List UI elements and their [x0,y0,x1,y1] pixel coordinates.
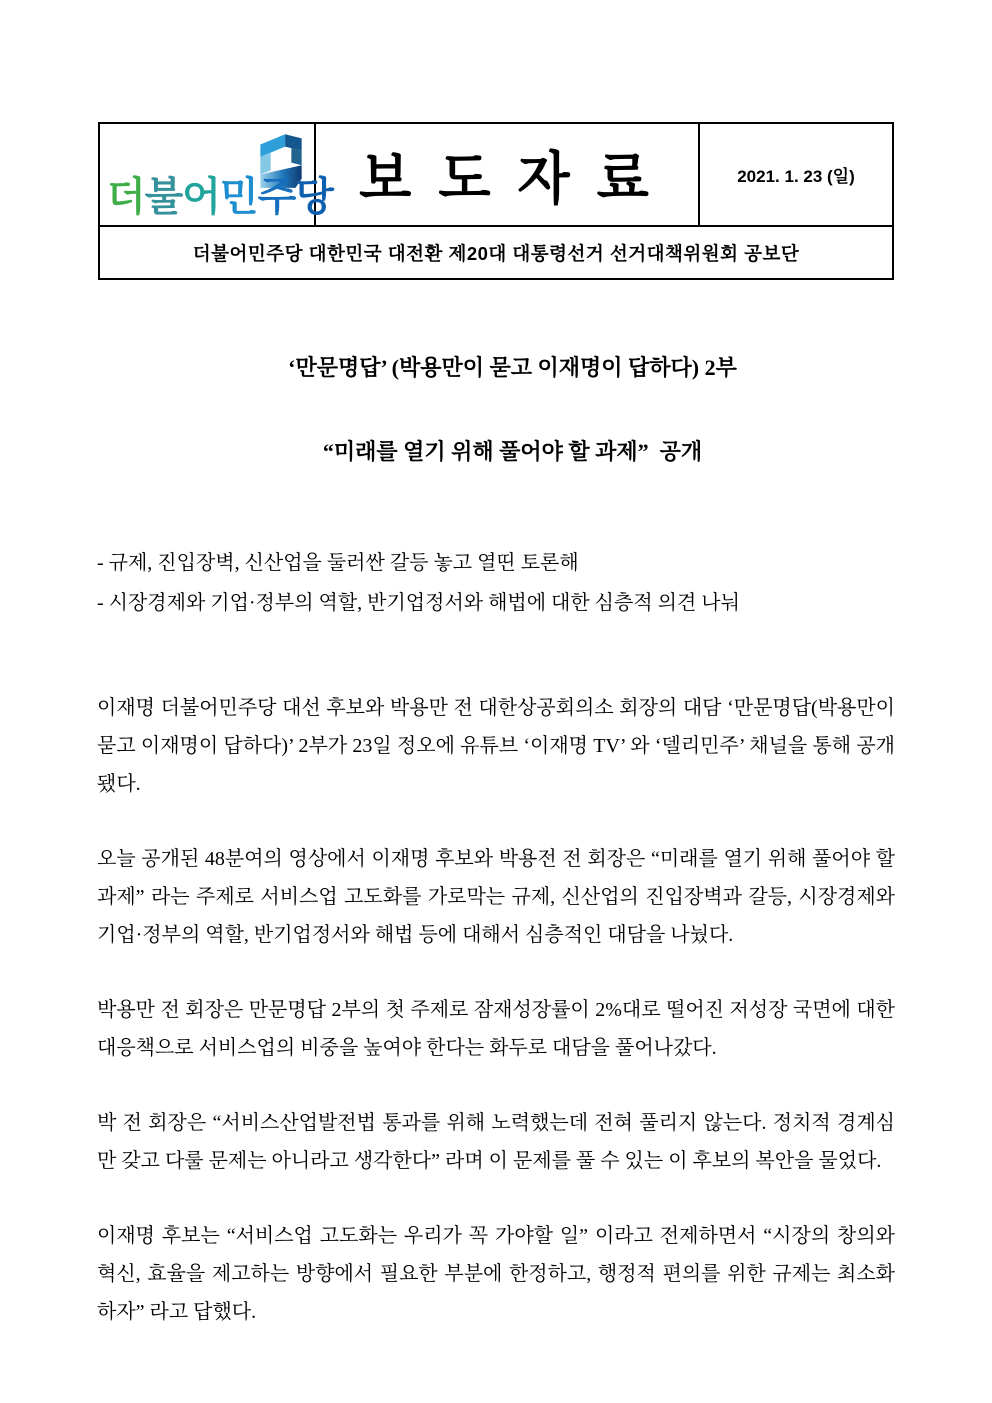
header-subtitle-row [100,225,892,278]
paragraph: 박용만 전 회장은 만문명답 2부의 첫 주제로 잠재성장률이 2%대로 떨어진 저성장 국면에 대한 대응책으로 서비스업의 비중을 높여야 한다는 화두로 대담을 풀어나갔다. [97,999,895,1059]
bullet-item: - 시장경제와 기업·정부의 역할, 반기업정서와 해법에 대한 심층적 의견 나눠 [97,592,740,614]
party-logo-text [107,177,333,217]
title-line-1: ‘만문명답’ (박용만이 묻고 이재명이 답하다) 2부 [288,355,737,380]
doc-type-title: 보 도 자 료 [359,147,655,211]
logo-letter: 어 [182,175,220,219]
document-title [97,305,895,515]
date-cell [700,124,892,225]
logo-letter: 더 [107,175,145,219]
paragraph: 오늘 공개된 48분여의 영상에서 이재명 후보와 박용전 전 회장은 “미래를 열기 위해 풀어야 할 과제” 라는 주제로 서비스업 고도화를 가로막는 규제, 신산업의 진입장벽과 갈등, 시장경제와 기업·정부의 역할, 반기업정서와 해법 등에 대해서 심층적인 대담을 나눴다. [97,848,895,946]
press-release-header-box [98,122,894,280]
bullet-item: - 규제, 진입장벽, 신산업을 둘러싼 갈등 놓고 열띤 토론해 [97,552,579,574]
article-text [97,689,895,1331]
logo-letter: 당 [295,175,333,219]
doc-type-cell [314,124,700,225]
logo-letter: 불 [144,175,183,219]
document-body [97,305,895,1368]
title-line-2: “미래를 열기 위해 풀어야 할 과제” 공개 [322,439,703,464]
release-date: 2021. 1. 23 (일) [737,167,855,186]
party-logo-cell [100,124,333,225]
paragraph: 박 전 회장은 “서비스산업발전법 통과를 위해 노력했는데 전혀 풀리지 않는다. 정치적 경계심만 갖고 다룰 문제는 아니라고 생각한다” 라며 이 문제를 풀 수 있는 이 후보의 복안을 물었다. [97,1112,895,1172]
paragraph: 이재명 더불어민주당 대선 후보와 박용만 전 대한상공회의소 회장의 대담 ‘만문명답(박용만이 묻고 이재명이 답하다)’ 2부가 23일 정오에 유튜브 ‘이재명 TV’ 와 ‘델리민주’ 채널을 통해 공개됐다. [97,697,895,795]
logo-letter: 민 [219,175,258,219]
header-top-row [100,124,892,225]
committee-subtitle: 더불어민주당 대한민국 대전환 제20대 대통령선거 선거대책위원회 공보단 [192,242,800,264]
summary-bullets [97,543,895,623]
logo-letter: 주 [257,175,296,219]
paragraph: 이재명 후보는 “서비스업 고도화는 우리가 꼭 가야할 일” 이라고 전제하면서 “시장의 창의와 혁신, 효율을 제고하는 방향에서 필요한 부분에 한정하고, 행정적 편의를 위한 규제는 최소화하자” 라고 답했다. [97,1225,895,1323]
